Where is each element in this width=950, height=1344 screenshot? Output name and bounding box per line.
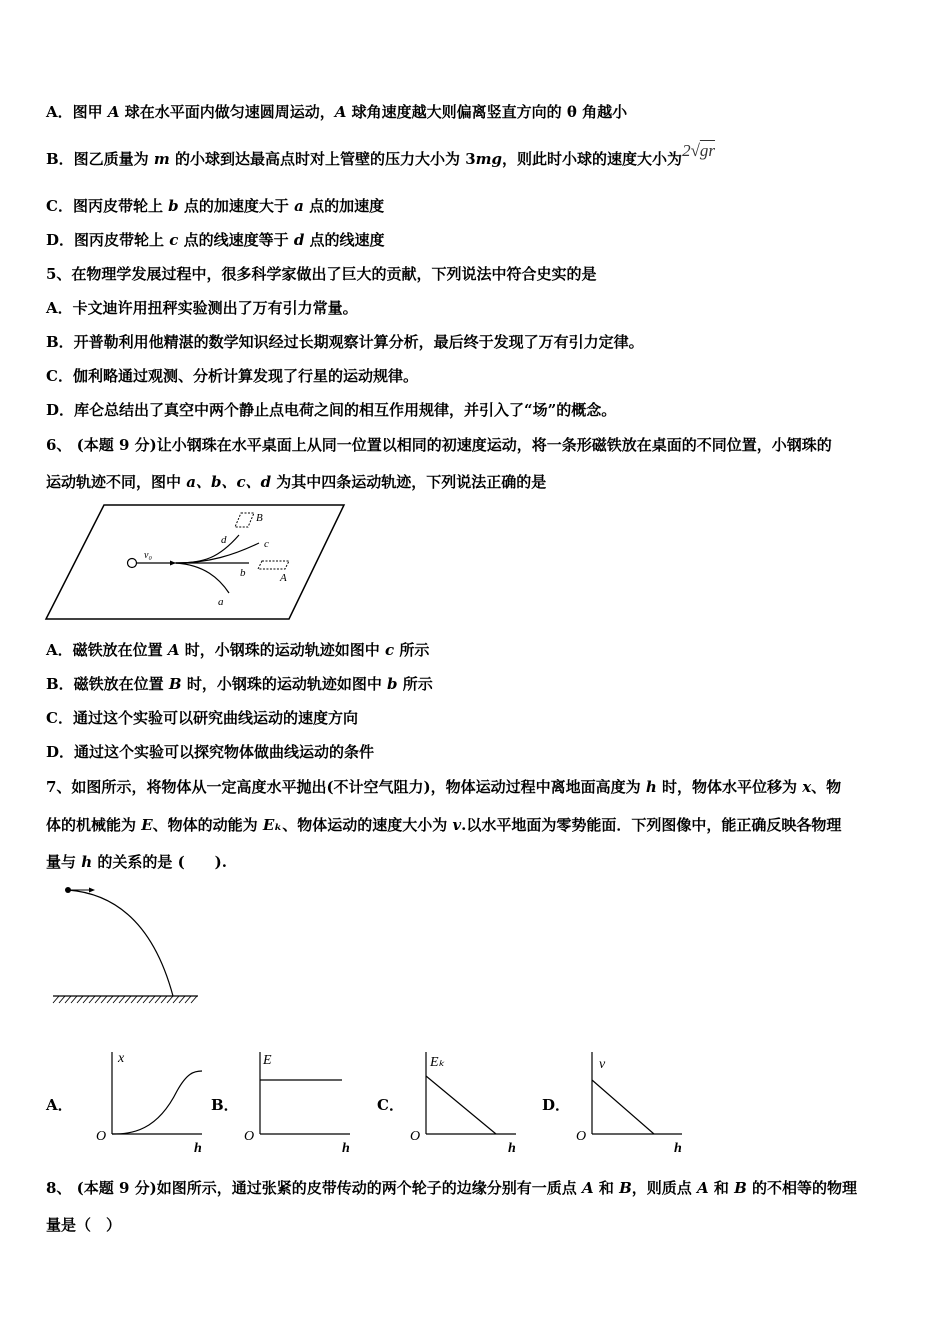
q5-stem: 5、在物理学发展过程中，很多科学家做出了巨大的贡献，下列说法中符合史实的是: [46, 265, 597, 283]
graph-a-origin: O: [96, 1129, 107, 1144]
q5-option-c: C．伽利略通过观测、分析计算发现了行星的运动规律。: [46, 367, 418, 385]
q5-option-b: B．开普勒利用他精湛的数学知识经过长期观察计算分析，最后终于发现了万有引力定律。: [46, 333, 644, 351]
label-A: A: [280, 572, 287, 584]
q7-option-a-label: A．: [46, 1096, 73, 1114]
graph-c-origin: O: [410, 1129, 421, 1144]
label-b: b: [240, 567, 246, 579]
graph-c-x-label: h: [508, 1141, 516, 1156]
q7-option-c-label: C．: [377, 1096, 404, 1114]
ground-hatching: [53, 996, 197, 1003]
q4-option-b: B．图乙质量为 m 的小球到达最高点时对上管壁的压力大小为 3mg，则此时小球的速度大小为2√gr: [46, 141, 716, 168]
q7-stem-line2: 体的机械能为 E、物体的动能为 Eₖ、物体运动的速度大小为 v.以水平地面为零势能面．下列图像中，能正确反映各物理: [46, 816, 842, 834]
q8-stem-line2: 量是（ ）: [46, 1216, 122, 1234]
graph-b-x-label: h: [342, 1141, 350, 1156]
graph-a-y-label: x: [118, 1051, 125, 1066]
start-ball: [128, 559, 137, 568]
q6-stem-line1: 6、 (本题 9 分)让小钢珠在水平桌面上从同一位置以相同的初速度运动，将一条形磁铁放在桌面的不同位置，小钢珠的: [46, 436, 832, 454]
graph-a-curve: [112, 1071, 202, 1134]
q4-option-a: A．图甲 A 球在水平面内做匀速圆周运动，A 球角速度越大则偏离竖直方向的 θ 角越小: [46, 103, 628, 121]
graph-c-y-label: Eₖ: [430, 1055, 445, 1070]
q7-stem-line3: 量与 h 的关系的是 ( ).: [46, 853, 228, 871]
q7-graph-c: [406, 1046, 526, 1158]
velocity-arrow: [170, 561, 176, 566]
label-c: c: [264, 538, 269, 550]
label-B: B: [256, 512, 263, 524]
q5-option-d: D．库仑总结出了真空中两个静止点电荷之间的相互作用规律，并引入了“场”的概念。: [46, 401, 617, 419]
q5-option-a: A．卡文迪许用扭秤实验测出了万有引力常量。: [46, 299, 358, 317]
q6-option-b: B．磁铁放在位置 B 时，小钢珠的运动轨迹如图中 b 所示: [46, 675, 433, 693]
graph-c-line: [426, 1076, 496, 1134]
q7-graph-b: [240, 1046, 360, 1158]
label-a: a: [218, 596, 224, 608]
q6-option-d: D．通过这个实验可以探究物体做曲线运动的条件: [46, 743, 375, 761]
magnet-position-a: [258, 561, 289, 569]
graph-d-origin: O: [576, 1129, 587, 1144]
graph-b-y-label: E: [263, 1053, 272, 1068]
graph-d-x-label: h: [674, 1141, 682, 1156]
graph-a-x-label: h: [194, 1141, 202, 1156]
sqrt-expression: 2√gr: [682, 141, 716, 160]
q6-option-a: A．磁铁放在位置 A 时，小钢珠的运动轨迹如图中 c 所示: [46, 641, 430, 659]
magnet-position-b: [235, 513, 254, 527]
q7-option-d-label: D．: [542, 1096, 571, 1114]
q6-magnet-figure: [44, 503, 346, 621]
q6-stem-line2: 运动轨迹不同，图中 a、b、c、d 为其中四条运动轨迹，下列说法正确的是: [46, 473, 547, 491]
q7-stem-line1: 7、如图所示，将物体从一定高度水平抛出(不计空气阻力)，物体运动过程中离地面高度为 h 时，物体水平位移为 x、物: [46, 778, 842, 796]
q7-graph-a: [92, 1046, 212, 1158]
q7-option-b-label: B．: [211, 1096, 239, 1114]
trajectory-d: [176, 535, 239, 563]
graph-d-y-label: v: [599, 1057, 606, 1072]
q4-option-d: D．图丙皮带轮上 c 点的线速度等于 d 点的线速度: [46, 231, 385, 249]
trajectory-c: [176, 543, 259, 563]
label-d: d: [221, 534, 227, 546]
horizontal-velocity-arrow: [89, 888, 95, 893]
q7-graph-d: [572, 1046, 692, 1158]
q4-option-c: C．图丙皮带轮上 b 点的加速度大于 a 点的加速度: [46, 197, 385, 215]
q7-projectile-figure: [48, 880, 203, 1008]
projectile-path: [68, 890, 173, 996]
graph-b-origin: O: [244, 1129, 255, 1144]
q8-stem-line1: 8、 (本题 9 分)如图所示，通过张紧的皮带传动的两个轮子的边缘分别有一质点 A 和 B，则质点 A 和 B 的不相等的物理: [46, 1179, 857, 1197]
graph-d-line: [592, 1080, 654, 1134]
trajectory-a: [176, 563, 229, 593]
q6-option-c: C．通过这个实验可以研究曲线运动的速度方向: [46, 709, 358, 727]
label-v0: v₀: [144, 550, 152, 561]
